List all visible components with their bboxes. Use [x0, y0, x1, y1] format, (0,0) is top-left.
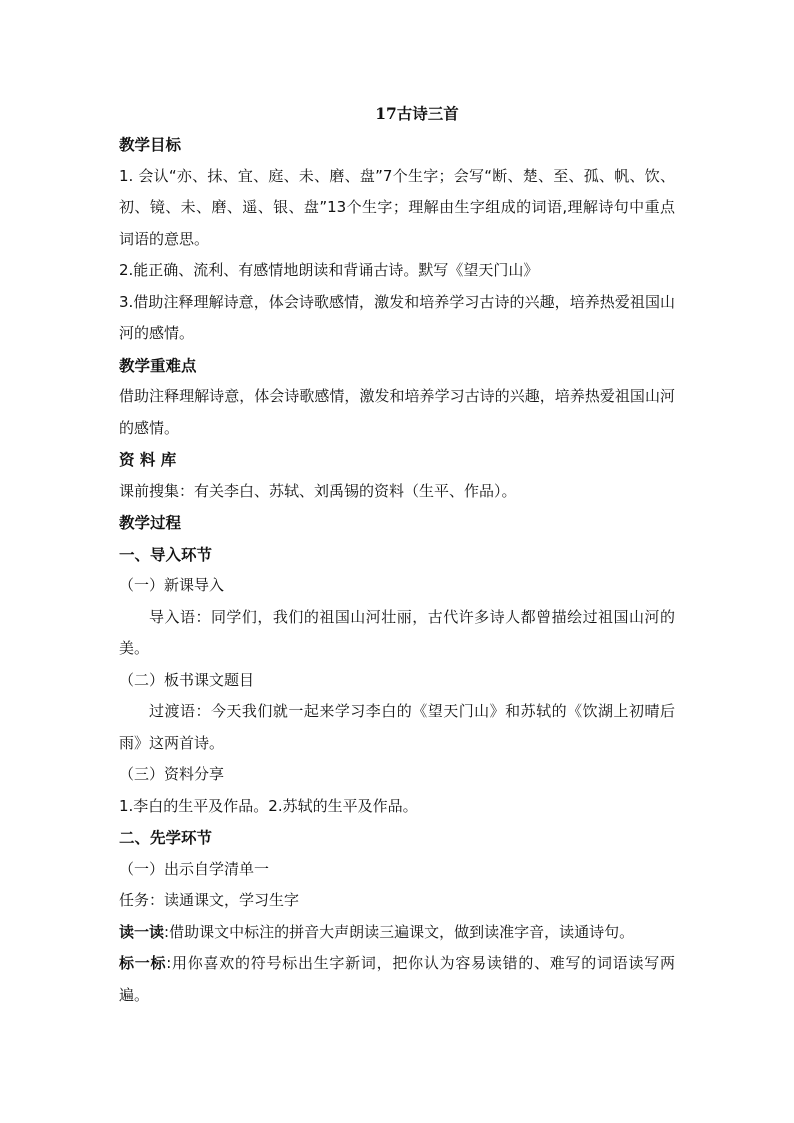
process-heading: 教学过程	[119, 513, 182, 532]
part1-sub3: （三）资料分享	[119, 765, 225, 783]
part1-sub2: （二）板书课文题目	[119, 670, 255, 689]
goals-heading: 教学目标	[119, 135, 182, 154]
library-heading: 资 料 库	[119, 450, 177, 469]
mark-label: 标一标	[119, 954, 167, 972]
part1-sub3-text: 1.李白的生平及作品。2.苏轼的生平及作品。	[119, 796, 418, 815]
library-text: 课前搜集：有关李白、苏轼、刘禹锡的资料（生平、作品）。	[119, 481, 517, 500]
part1-sub1-text: 导入语：同学们，我们的祖国山河壮丽，古代许多诗人都曾描绘过祖国山河的美。	[119, 607, 675, 657]
part1-sub2-text: 过渡语：今天我们就一起来学习李白的《望天门山》和苏轼的《饮湖上初晴后雨》这两首诗。	[119, 702, 675, 752]
keypoints-heading: 教学重难点	[119, 355, 197, 375]
keypoints-text: 借助注释理解诗意，体会诗歌感情，激发和培养学习古诗的兴趣，培养热爱祖国山河的感情。	[119, 387, 675, 437]
read-label: 读一读	[119, 922, 165, 941]
goal-2: 2.能正确、流利、有感情地朗读和背诵古诗。默写《望天门山》	[119, 261, 539, 279]
part1-heading: 一、导入环节	[119, 544, 213, 564]
mark-paragraph	[119, 948, 675, 1011]
goal-1: 1. 会认“亦、抹、宜、庭、未、磨、盘”7个生字；会写“断、楚、至、孤、帆、饮、初、镜、未、磨、遥、银、盘”13个生字；理解由生字组成的词语,理解诗句中重点词语的意思。	[119, 166, 675, 248]
document-title: 17古诗三首	[375, 104, 459, 123]
part2-heading: 二、先学环节	[119, 828, 213, 847]
document-page	[119, 98, 675, 1011]
read-paragraph	[119, 917, 675, 949]
goal-3: 3.借助注释理解诗意，体会诗歌感情，激发和培养学习古诗的兴趣，培养热爱祖国山河的感情。	[119, 292, 675, 342]
part1-sub1: （一）新课导入	[119, 576, 225, 594]
part2-sub1: （一）出示自学清单一	[119, 859, 270, 878]
read-text: :借助课文中标注的拼音大声朗读三遍课文，做到读准字音，读通诗句。	[164, 922, 635, 941]
task-line: 任务：读通课文，学习生字	[119, 891, 300, 909]
mark-text: :用你喜欢的符号标出生字新词，把你认为容易读错的、难写的词语读写两遍。	[119, 954, 675, 1004]
